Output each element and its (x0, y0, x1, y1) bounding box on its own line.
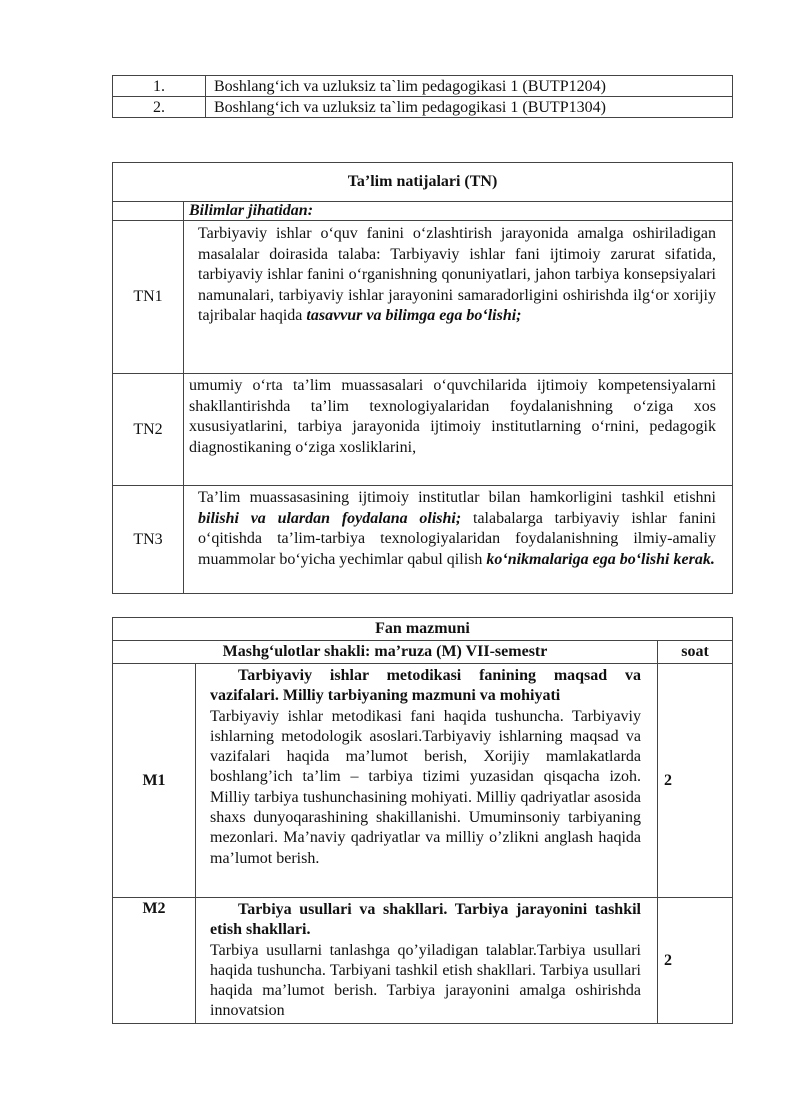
outcome-label: TN2 (113, 374, 184, 486)
prerequisites-table (112, 75, 733, 118)
outcome-text-emphasis: bilishi va ulardan foydalana olishi; (198, 509, 462, 527)
empty-cell (113, 202, 184, 221)
lecture-title: Tarbiya usullari va shakllari. Tarbiya jarayonini tashkil etish shakllari. (210, 901, 641, 939)
table-row (113, 221, 733, 374)
prerequisite-course: Boshlang‘ich va uzluksiz ta`lim pedagogikasi 1 (BUTP1304) (206, 97, 733, 118)
outcomes-subheader: Bilimlar jihatidan: (184, 202, 733, 221)
table-row (113, 76, 733, 97)
lecture-content (196, 664, 658, 898)
outcome-text-emphasis: tasavvur va bilimga ega bo‘lishi; (306, 307, 522, 324)
lecture-hours: 2 (658, 898, 733, 1024)
lecture-description: Tarbiyaviy ishlar metodikasi fani haqida tushuncha. Tarbiyaviy ishlarning metodologik asoslari.Tarbiyaviy ishlarning maqsad va vazifalari haqida ma’lumot berish, Xorijiy mamlakatlarda boshlang’ich ta’lim – tarbiya tizimi yuzasidan qisqacha izoh. Milliy tarbiya tushunchasining mohiyati. Milliy qadriyatlar asosida shaxs dunyoqarashining shakillanishi. Umuminsoniy tarbiyaning mezonlari. Ma’naviy qadriyatlar va milliy o’zlikni anglash haqida ma’lumot berish. (210, 707, 641, 867)
outcome-label: TN3 (113, 486, 184, 594)
outcome-text-plain: talabalarga tarbiyaviy ishlar fanini o‘qitishda ta’lim-tarbiya texnologiyalaridan foydalanishning ilmiy-amaliy muammolar bo‘yicha yechimlar qabul qilish (198, 509, 716, 568)
outcome-text: umumiy o‘rta ta’lim muassasalari o‘quvchilarida ijtimoiy kompetensiyalarni shakllantirishda ta’lim texnologiyalaridan foydalanishning o‘ziga xos xususiyatlarini, tarbiya jarayonida ijtimoiy institutlarning o‘rnini, pedagogik diagnostikaning o‘ziga xosliklarini, (184, 374, 733, 486)
lecture-label: M2 (113, 898, 196, 1024)
outcome-text-emphasis: ko‘nikmalariga ega bo‘lishi kerak. (486, 550, 715, 568)
lecture-title: Tarbiyaviy ishlar metodikasi fanining maqsad va vazifalari. Milliy tarbiyaning mazmuni va mohiyati (210, 667, 641, 705)
lecture-description: Tarbiya usullarni tanlashga qo’yiladigan talablar.Tarbiya usullari haqida tushuncha. Tarbiyani tashkil etish shakllari. Tarbiya usullari haqida ma’lumot berish. Tarbiya jarayonini amalga oshirishda innovatsion (210, 941, 641, 1020)
content-header: Fan mazmuni (113, 618, 733, 641)
outcome-text-plain: Ta’lim muassasasining ijtimoiy institutlar bilan hamkorligini tashkil etishni (198, 489, 716, 506)
outcomes-header: Ta’lim natijalari (TN) (113, 163, 733, 202)
outcome-text (184, 221, 733, 374)
content-subheader: Mashg‘ulotlar shakli: ma’ruza (M) VII-semestr (113, 641, 658, 664)
row-number: 2. (113, 97, 206, 118)
lecture-label: M1 (113, 664, 196, 898)
table-row (113, 664, 733, 898)
outcome-label: TN1 (113, 221, 184, 374)
hours-header: soat (658, 641, 733, 664)
lecture-content (196, 898, 658, 1024)
table-row (113, 486, 733, 594)
course-content-table (112, 617, 733, 1024)
learning-outcomes-table (112, 162, 733, 594)
table-row (113, 374, 733, 486)
outcome-text (184, 486, 733, 594)
prerequisite-course: Boshlang‘ich va uzluksiz ta`lim pedagogikasi 1 (BUTP1204) (206, 76, 733, 97)
table-row (113, 97, 733, 118)
row-number: 1. (113, 76, 206, 97)
outcome-text-plain: Tarbiyaviy ishlar o‘quv fanini o‘zlashtirish jarayonida amalga oshiriladigan masalalar doirasida talaba: Tarbiyaviy ishlar fani ijtimoiy zarurat sifatida, tarbiyaviy ishlar fanini o‘rganishning qonuniyatlari, jahon tarbiya konsepsiyalari namunalari, tarbiyaviy ishlar jarayonini samaradorligini oshirishda ilg‘or xorijiy tajribalar haqida (198, 225, 716, 324)
lecture-hours: 2 (658, 664, 733, 898)
table-row (113, 898, 733, 1024)
